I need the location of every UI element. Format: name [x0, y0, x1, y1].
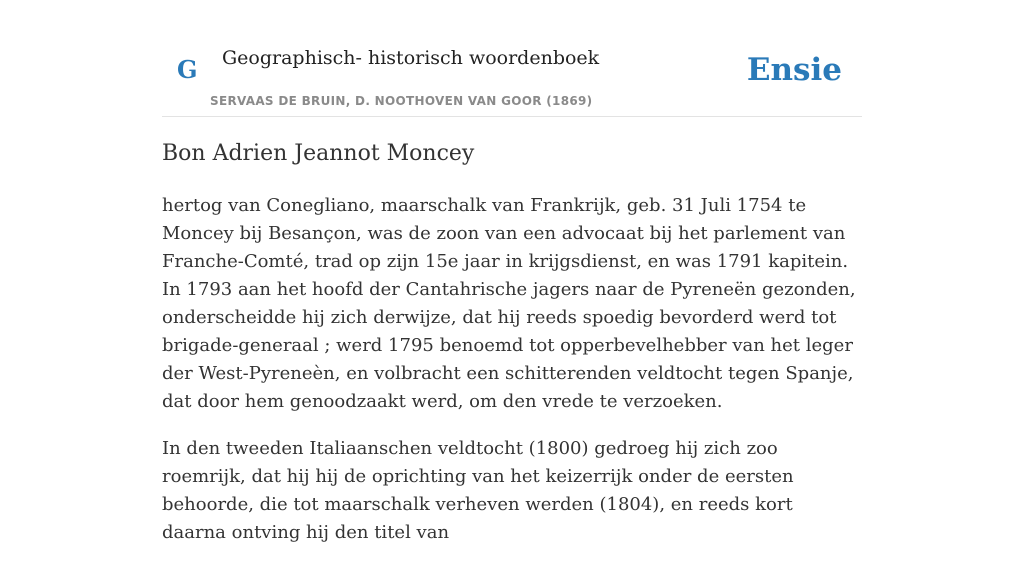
book-author: SERVAAS DE BRUIN, D. NOOTHOVEN VAN GOOR (1869) — [210, 94, 593, 108]
book-header — [162, 0, 862, 117]
book-title-link[interactable]: Geographisch- historisch woordenboek — [222, 47, 600, 69]
ensie-logo[interactable]: Ensie — [746, 52, 842, 88]
entry-paragraph: hertog van Conegliano, maarschalk van Frankrijk, geb. 31 Juli 1754 te Moncey bij Besançon, was de zoon van een advocaat bij het parlement van Franche-Comté, trad op zijn 15e jaar in krijgsdienst, en was 1791 kapitein. In 1793 aan het hoofd der Cantahrische jagers naar de Pyreneën gezonden, onderscheidde hij zich derwijze, dat hij reeds spoedig bevorderd werd tot brigade-generaal ; werd 1795 benoemd tot opperbevelhebber van het leger der West-Pyreneèn, en volbracht een schitterenden veldtocht tegen Spanje, dat door hem genoodzaakt werd, om den vrede te verzoeken. — [162, 195, 856, 412]
book-letter-icon[interactable]: G — [177, 55, 198, 84]
entry-body — [162, 192, 862, 566]
entry-title: Bon Adrien Jeannot Moncey — [162, 141, 475, 166]
entry-paragraph: In den tweeden Italiaanschen veldtocht (1800) gedroeg hij zich zoo roemrijk, dat hij hij de oprichting van het keizerrijk onder de eersten behoorde, die tot maarschalk verheven werden (1804), en reeds kort daarna ontving hij den titel van — [162, 438, 794, 543]
